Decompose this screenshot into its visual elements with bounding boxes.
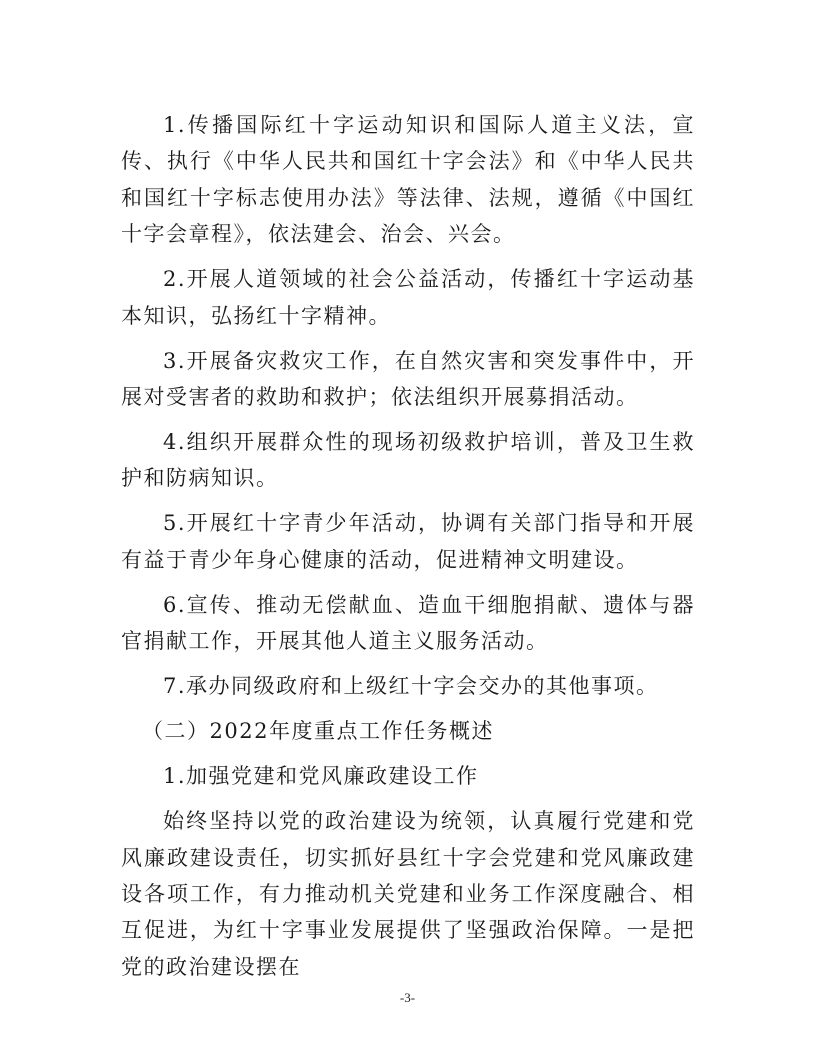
duty-item-3: 3.开展备灾救灾工作，在自然灾害和突发事件中，开展对受害者的救助和救护；依法组织开展募捐活动。 (121, 348, 695, 410)
section-heading: （二）2022年度重点工作任务概述 (142, 719, 494, 744)
body-paragraph: 始终坚持以党的政治建设为统领，认真履行党建和党风廉政建设责任，切实抓好县红十字会党建和党风廉政建设各项工作，有力推动机关党建和业务工作深度融合、相互促进，为红十字事业发展提供了坚强政治保障。一是把党的政治建设摆在 (121, 809, 695, 979)
duty-item-1: 1.传播国际红十字运动知识和国际人道主义法，宣传、执行《中华人民共和国红十字会法》和《中华人民共和国红十字标志使用办法》等法律、法规，遵循《中国红十字会章程》，依法建会、治会、兴会。 (121, 113, 695, 247)
subsection-heading: 1.加强党建和党风廉政建设工作 (163, 764, 479, 789)
page-number: -3- (399, 990, 416, 1005)
duty-item-7: 7.承办同级政府和上级红十字会交办的其他事项。 (163, 674, 659, 699)
duty-item-4: 4.组织开展群众性的现场初级救护培训，普及卫生救护和防病知识。 (121, 430, 695, 491)
duty-item-2: 2.开展人道领域的社会公益活动，传播红十字运动基本知识，弘扬红十字精神。 (121, 267, 695, 328)
duty-item-6: 6.宣传、推动无偿献血、造血干细胞捐献、遗体与器官捐献工作，开展其他人道主义服务活动。 (121, 592, 695, 654)
duty-item-5: 5.开展红十字青少年活动，协调有关部门指导和开展有益于青少年身心健康的活动，促进精神文明建设。 (121, 511, 695, 572)
body-text (121, 107, 695, 985)
